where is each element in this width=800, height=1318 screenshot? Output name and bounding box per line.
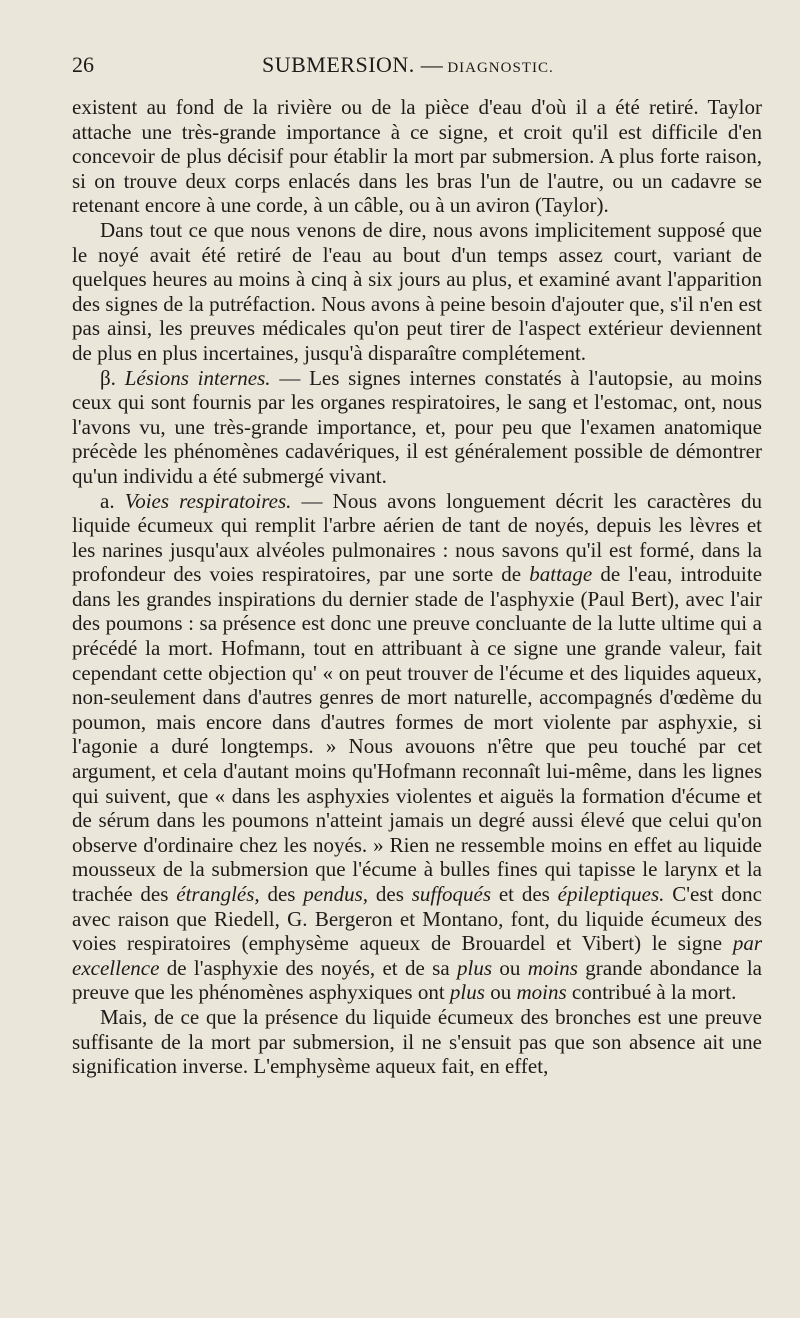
text-run: Mais, de ce que la présence du liquide écumeux des bronches est une preuve suffisante de la mort par submersion, il ne s'ensuit pas que son absence ait une signification inverse. L'emphysème aqueux fait, en effet,: [72, 1004, 762, 1079]
text-run: C'est donc avec raison que Riedell, G. Bergeron et Montano, font, du liquide écumeux des voies respiratoires (emphysème aqueux de Brouardel et Vibert) le signe: [72, 882, 762, 956]
text-run: Dans tout ce que nous venons de dire, nous avons implicitement supposé que le noyé avait été retiré de l'eau au bout d'un temps assez court, variant de quelques heures au moins à cinq à six jours au plus, et examiné avant l'apparition des signes de la putréfaction. Nous avons à peine besoin d'ajouter que, s'il n'en est pas ainsi, les preuves médicales qu'on peut tirer de l'aspect extérieur deviennent de plus en plus incertaines, jusqu'à disparaître complétement.: [72, 217, 762, 365]
running-subtitle: DIAGNOSTIC.: [447, 60, 554, 76]
running-title: SUBMERSION. —: [262, 52, 444, 77]
text-run: de l'eau, introduite dans les grandes inspirations du dernier stade de l'asphyxie (Paul Bert), avec l'air des poumons : sa présence est donc une preuve concluante de la lutte ultime qui a précédé la mort. Hofmann, tout en attribuant à ce signe une grande valeur, fait cependant cette objection qu' « on peut trouver de l'écume et des liquides aqueux, non-seulement dans d'autres genres de mort naturelle, accompagnés d'œdème du poumon, mais encore dans d'autres formes de mort violente par asphyxie, si l'agonie a duré longtemps. » Nous avouons n'être que peu touché par cet argument, et cela d'autant moins qu'Hofmann reconnaît lui-même, dans les lignes qui suivent, que « dans les asphyxies violentes et aiguës la formation d'écume et de sérum dans les poumons n'atteint jamais un degré aussi élevé que celui qu'on observe d'ordinaire chez les noyés. » Rien ne ressemble moins en effet au liquide mousseux de la submersion que l'écume à bulles fines qui tapisse le larynx et la trachée des: [72, 562, 763, 906]
text-run: — Les signes internes constatés à l'autopsie, au moins ceux qui sont fournis par les organes respiratoires, le sang et l'estomac, ont, nous l'avons vu, une très-grande importance, et, pour peu que l'examen anatomique précède les phénomènes cadavériques, il est généralement possible de démontrer qu'un individu a été submergé vivant.: [72, 365, 763, 488]
text-run: contribué à la mort.: [566, 980, 737, 1005]
text-run: existent au fond de la rivière ou de la pièce d'eau d'où il a été retiré. Taylor attache une très-grande importance à ce signe, et croit qu'il est difficile d'en concevoir de plus décisif pour établir la mort par submersion. A plus forte raison, si on trouve deux corps enlacés dans les bras l'un de l'autre, ou un cadavre se retenant encore à une corde, à un câble, ou à un aviron (Taylor).: [72, 95, 762, 218]
page-number: 26: [72, 52, 94, 77]
italic-text: Voies respiratoires.: [124, 488, 292, 513]
paragraph: [72, 366, 762, 489]
text-run: ou: [492, 955, 528, 980]
italic-text: plus: [449, 980, 485, 1005]
italic-text: moins: [516, 980, 567, 1005]
text-run: — Nous avons longuement décrit les caractères du liquide écumeux qui remplit l'arbre aérien de tant de noyés, depuis les lèvres et les narines jusqu'aux alvéoles pulmonaires : nous savons qu'il est formé, dans la profondeur des voies respiratoires, par une sorte de: [72, 488, 763, 587]
paragraph: [72, 218, 762, 366]
italic-text: Lésions internes.: [124, 365, 271, 390]
text-run: des: [368, 882, 412, 906]
italic-text: plus: [456, 955, 492, 980]
italic-text: moins: [527, 955, 578, 980]
text-run: de l'asphyxie des noyés, et de sa: [159, 955, 457, 980]
paragraph: [72, 95, 762, 218]
italic-text: suffoqués: [411, 882, 492, 906]
italic-text: étranglés,: [176, 882, 260, 906]
page-header: [72, 52, 762, 92]
text-run: ou: [484, 980, 517, 1005]
text-run: a.: [100, 488, 125, 513]
italic-text: par excellence: [72, 931, 762, 980]
italic-text: pendus,: [303, 882, 369, 906]
italic-text: battage: [529, 562, 593, 587]
body-text: [72, 95, 762, 1079]
italic-text: épileptiques.: [557, 882, 665, 906]
text-run: des: [259, 882, 304, 906]
paragraph: [72, 489, 762, 1005]
text-run: grande abondance la preuve que les phénomènes asphyxiques ont: [72, 955, 763, 1005]
paragraph: [72, 1005, 762, 1079]
text-run: β.: [100, 365, 125, 390]
text-run: et des: [491, 882, 558, 906]
